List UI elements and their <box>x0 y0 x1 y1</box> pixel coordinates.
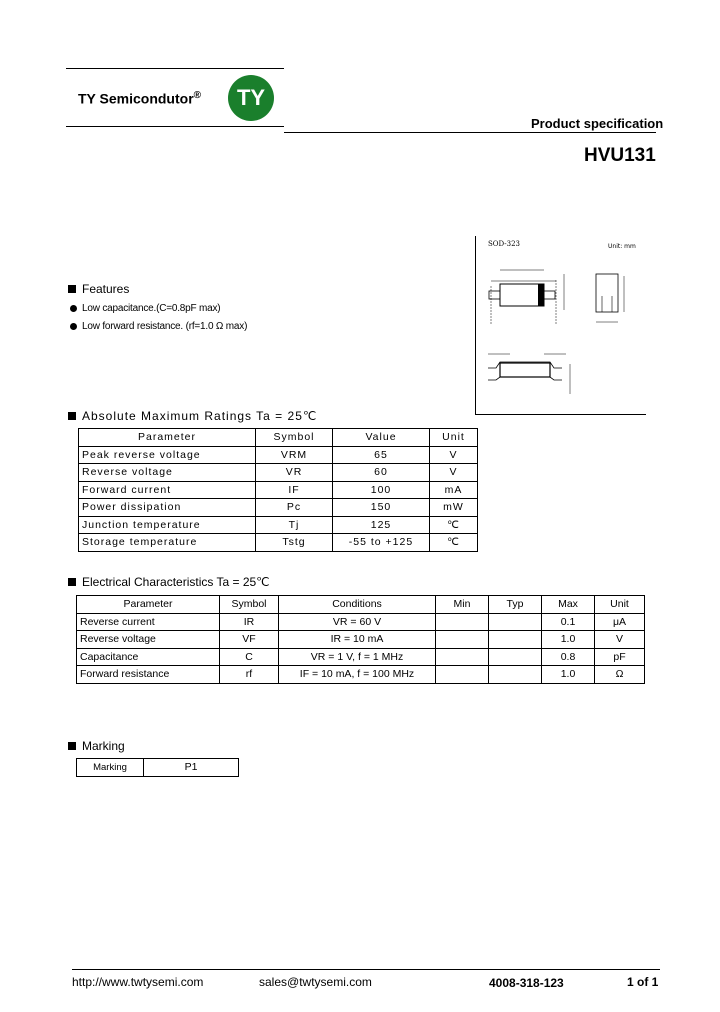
package-name: SOD-323 <box>488 240 521 248</box>
feature-item: Low forward resistance. (rf=1.0 Ω max) <box>70 321 247 332</box>
abs-max-table <box>78 428 478 552</box>
elec-char-heading: Electrical Characteristics Ta = 25℃ <box>68 575 270 589</box>
footer-phone: 4008-318-123 <box>489 976 564 990</box>
table-row: Forward current IF 100 mA <box>79 481 478 499</box>
bullet-square-icon <box>68 742 76 750</box>
table-row: Power dissipation Pc 150 mW <box>79 499 478 517</box>
logo-top-rule <box>66 68 284 69</box>
table-row: Peak reverse voltage VRM 65 V <box>79 446 478 464</box>
logo-bottom-rule <box>66 126 284 127</box>
table-row: Capacitance C VR = 1 V, f = 1 MHz 0.8 pF <box>77 648 645 666</box>
footer-page-number: 1 of 1 <box>627 975 659 989</box>
table-row: Forward resistance rf IF = 10 mA, f = 100 MHz 1.0 Ω <box>77 666 645 684</box>
table-row: Marking P1 <box>77 759 239 777</box>
feature-item: Low capacitance.(C=0.8pF max) <box>70 303 220 314</box>
table-row: Reverse voltage VF IR = 10 mA 1.0 V <box>77 631 645 649</box>
bullet-square-icon <box>68 285 76 293</box>
bullet-dot-icon <box>70 305 77 312</box>
registered-mark: ® <box>193 90 202 101</box>
footer-rule <box>72 969 660 970</box>
package-outline-svg <box>476 236 646 414</box>
package-drawing <box>475 236 646 415</box>
footer-website[interactable]: http://www.twtysemi.com <box>72 975 204 989</box>
bullet-dot-icon <box>70 323 77 330</box>
features-heading: Features <box>68 282 129 296</box>
table-header-row: Parameter Symbol Conditions Min Typ Max Unit <box>77 596 645 614</box>
marking-table <box>76 758 239 777</box>
bullet-square-icon <box>68 578 76 586</box>
abs-max-heading: Absolute Maximum Ratings Ta = 25℃ <box>68 409 317 423</box>
table-row: Storage temperature Tstg -55 to +125 ℃ <box>79 534 478 552</box>
company-name: TY Semicondutor® <box>78 90 202 107</box>
unit-label: Unit: mm <box>608 243 636 250</box>
footer-email[interactable]: sales@twtysemi.com <box>259 975 372 989</box>
table-row: Junction temperature Tj 125 ℃ <box>79 516 478 534</box>
table-header-row: Parameter Symbol Value Unit <box>79 429 478 447</box>
table-row: Reverse voltage VR 60 V <box>79 464 478 482</box>
doc-type: Product specification <box>531 116 664 131</box>
marking-heading: Marking <box>68 739 125 753</box>
bullet-square-icon <box>68 412 76 420</box>
ty-logo: TY <box>228 75 274 121</box>
table-row: Reverse current IR VR = 60 V 0.1 μA <box>77 613 645 631</box>
elec-char-table <box>76 595 645 684</box>
part-number: HVU131 <box>584 145 656 166</box>
header-rule <box>284 132 656 133</box>
